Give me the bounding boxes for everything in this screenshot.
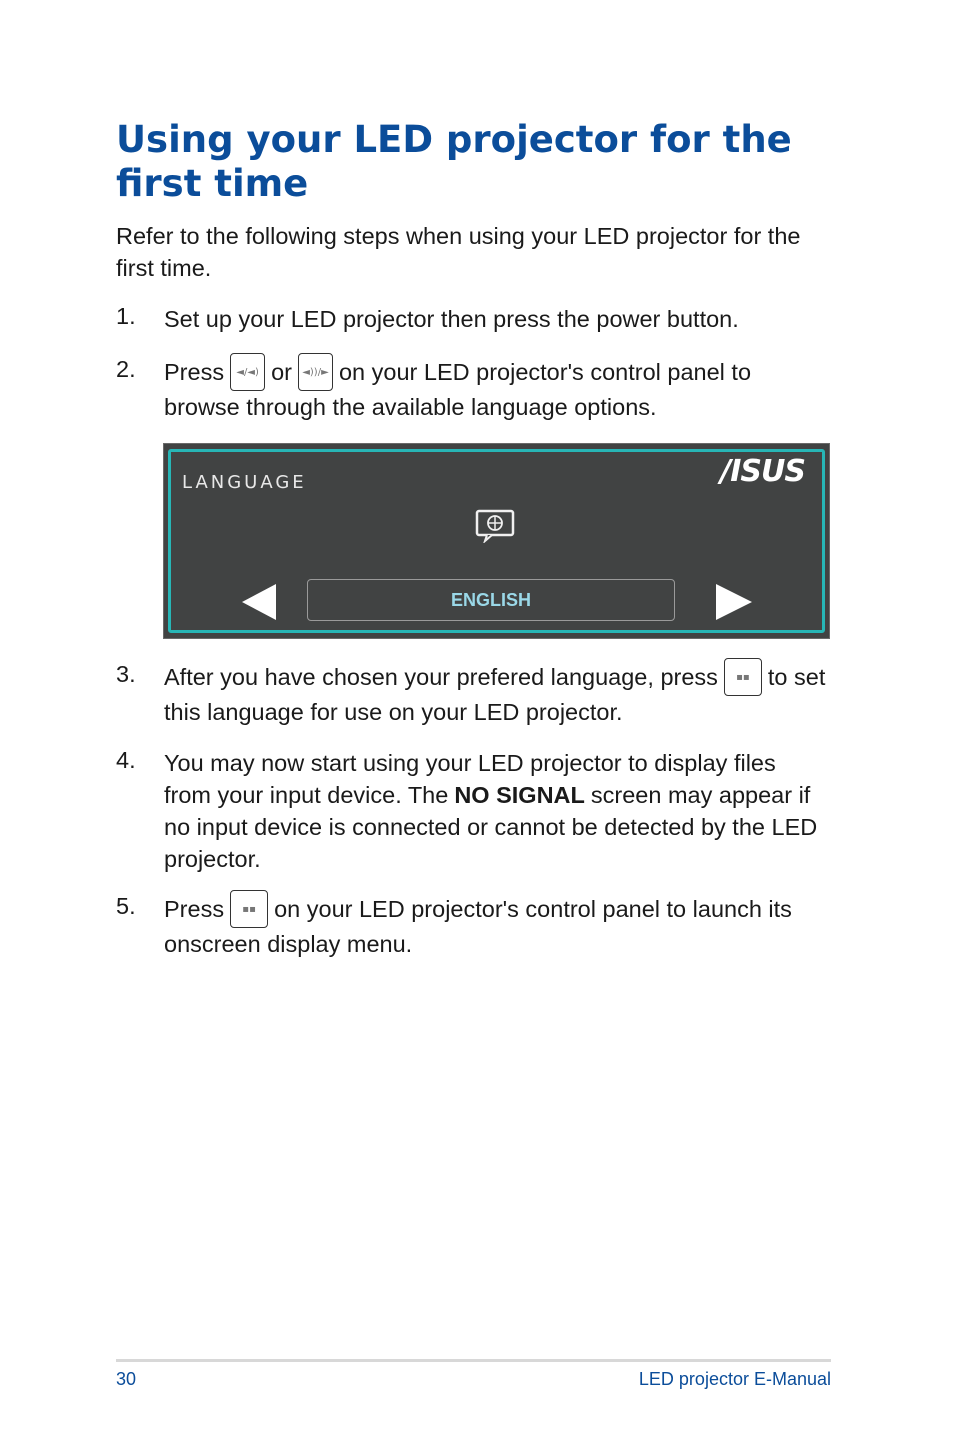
- step-text-press: Press: [164, 895, 225, 922]
- intro-paragraph: Refer to the following steps when using your LED projector for the first time.: [116, 223, 801, 281]
- step-text-line2: browse through the available language options.: [164, 393, 657, 420]
- step-number: 5.: [116, 893, 136, 919]
- osd-language-label: LANGUAGE: [182, 472, 307, 493]
- left-arrow-icon: [242, 584, 276, 620]
- globe-chat-icon: [475, 509, 515, 543]
- step-number: 3.: [116, 661, 136, 687]
- step-number: 2.: [116, 356, 136, 382]
- step-text-line2: this language for use on your LED projector.: [164, 698, 623, 725]
- manual-title: LED projector E-Manual: [638, 1369, 831, 1389]
- language-osd-screenshot: [163, 443, 830, 639]
- menu-key-icon: ▪▪: [724, 658, 762, 696]
- osd-language-value: ENGLISH: [307, 579, 675, 621]
- page-number: 30: [116, 1369, 137, 1389]
- step-text-after: to set: [767, 663, 826, 690]
- volume-down-key-icon: ◄/◄): [230, 353, 265, 391]
- step-text-line3: no input device is connected or cannot be detected by the LED: [164, 813, 818, 840]
- page-title: Using your LED projector for the first time: [116, 118, 792, 205]
- step-text-before: After you have chosen your prefered language, press: [164, 663, 718, 690]
- step-text-line2-end: screen may appear if: [590, 781, 811, 808]
- step-text-line4: projector.: [164, 845, 261, 872]
- step-text: Set up your LED projector then press the power button.: [164, 305, 739, 332]
- step-text-line1: You may now start using your LED projector to display files: [164, 749, 776, 776]
- footer-divider: [116, 1359, 831, 1362]
- step-text-after: on your LED projector's control panel to: [338, 358, 752, 385]
- step-text-line2: onscreen display menu.: [164, 930, 413, 957]
- step-number: 1.: [116, 303, 136, 329]
- volume-up-key-icon: ◄))/►: [298, 353, 333, 391]
- step-number: 4.: [116, 747, 136, 773]
- step-text-line2-start: from your input device. The: [164, 781, 449, 808]
- no-signal-label: NO SIGNAL: [454, 781, 585, 808]
- step-text-after: on your LED projector's control panel to launch its: [274, 895, 792, 922]
- asus-logo: /ISUS: [720, 454, 805, 489]
- step-text-or: or: [271, 358, 292, 385]
- menu-key-icon: ▪▪: [230, 890, 268, 928]
- step-text-press: Press: [164, 358, 225, 385]
- right-arrow-icon: [716, 584, 752, 620]
